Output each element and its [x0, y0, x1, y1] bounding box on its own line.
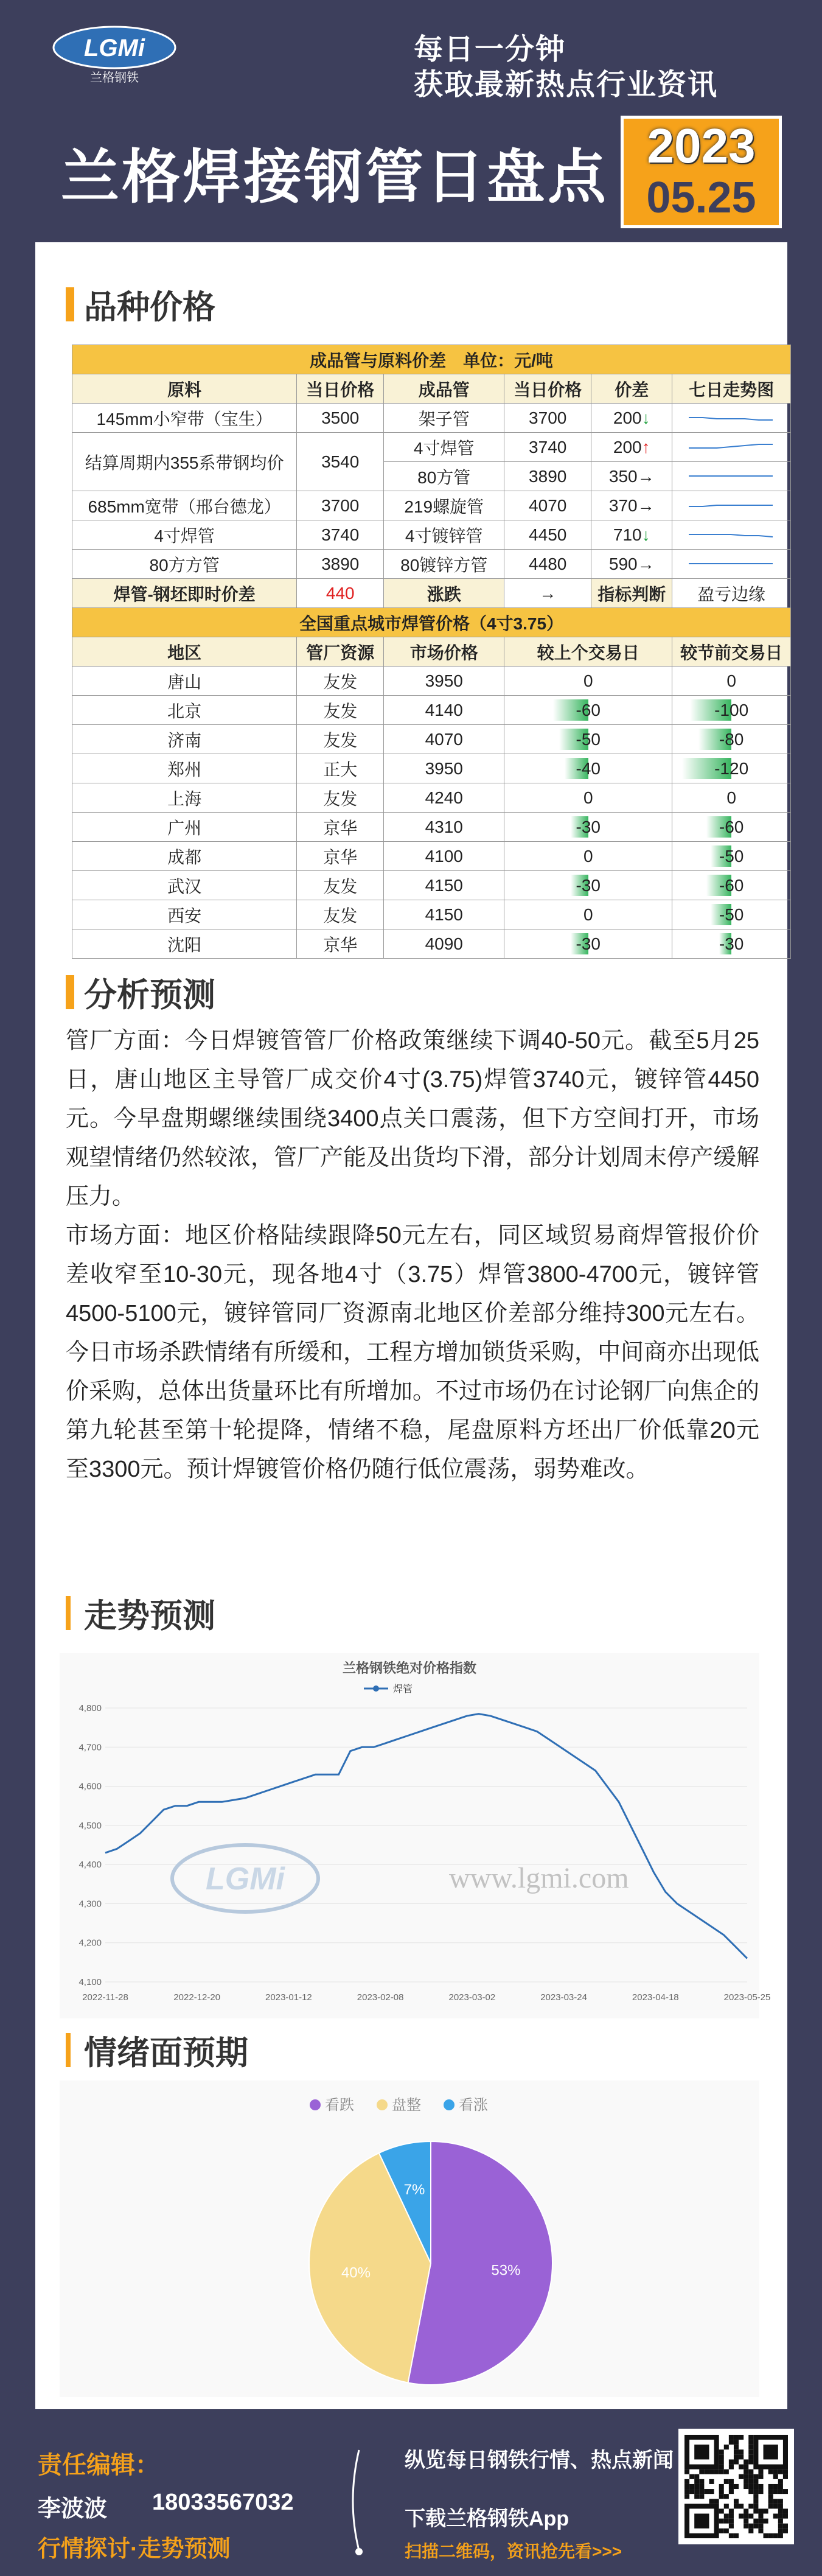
market-price: 4150 — [384, 871, 504, 900]
lgmi-logo — [47, 24, 181, 85]
sparkline — [686, 558, 777, 570]
section-marker — [66, 975, 74, 1009]
section-title-text: 走势预测 — [84, 1597, 215, 1634]
y-tick-label: 4,300 — [78, 1899, 102, 1909]
diff-value: 590 — [608, 554, 638, 573]
seven-day-trend — [672, 404, 791, 433]
trend-arrow-icon: → — [637, 554, 655, 573]
sparkline — [686, 528, 777, 541]
region: 成都 — [72, 842, 297, 871]
analysis-mill: 管厂方面：今日焊镀管管厂价格政策继续下调40-50元。截至5月25日，唐山地区主导管厂成交价4寸(3.75)焊管3740元，镀锌管4450元。今早盘期螺继续围绕3400点关口震荡，但下方空间打开，市场观望情绪仍然较浓，管厂产能及出货均下滑，部分计划周末停产缓解压力。 — [66, 1028, 760, 1209]
change-value: -50 — [719, 846, 744, 866]
y-tick-label: 4,600 — [78, 1781, 102, 1792]
mill-source: 京华 — [297, 813, 384, 842]
change-value: -100 — [714, 700, 749, 719]
change-bar-cell — [672, 871, 791, 900]
change-value: 0 — [583, 905, 593, 924]
change-value: -120 — [714, 758, 749, 778]
city-row — [72, 754, 791, 783]
editor-phone: 18033567032 — [152, 2490, 294, 2515]
slogan-line-2: 获取最新热点行业资讯 — [414, 69, 719, 101]
column-header: 当日价格 — [504, 374, 591, 404]
product-price: 4450 — [504, 520, 591, 550]
legend-marker — [310, 2099, 321, 2110]
diff-value: 200 — [613, 408, 642, 427]
change-value: -30 — [576, 875, 601, 895]
svg-text:兰格钢铁: 兰格钢铁 — [90, 70, 139, 85]
raw-price: 3700 — [297, 491, 384, 520]
city-table-title: 全国重点城市焊管价格（4寸3.75） — [72, 608, 791, 637]
table-header-row — [72, 374, 791, 404]
change-value: 0 — [583, 671, 593, 690]
y-tick-label: 4,100 — [78, 1977, 102, 1987]
legend-marker — [377, 2099, 388, 2110]
legend-label: 看涨 — [459, 2097, 488, 2113]
date-month-day: 05.25 — [646, 173, 756, 222]
indicator-value: 盈亏边缘 — [672, 579, 791, 608]
promo-app: 下载兰格钢铁App — [405, 2507, 569, 2530]
change-bar-cell — [504, 783, 672, 813]
change-value: -60 — [576, 700, 601, 719]
column-header: 市场价格 — [384, 637, 504, 667]
price-index-chart — [60, 1653, 771, 2018]
mill-source: 友发 — [297, 871, 384, 900]
region: 沈阳 — [72, 929, 297, 959]
analysis-market: 市场方面：地区价格陆续跟降50元左右，同区域贸易商焊管报价价差收窄至10-30元，现各地4寸（3.75）焊管3800-4700元，镀锌管4500-5100元，镀锌管同厂资源南北地区价差部分维持300元左右。今日市场杀跌情绪有所缓和，工程方增加锁货采购，中间商亦出现低价采购，总体出货量环比有所增加。不过市场仍在讨论钢厂向焦企的第九轮甚至第十轮提降，情绪不稳，尾盘原料方坯出厂价低靠20元至3300元。预计焊镀管价格仍随行低位震荡，弱势难改。 — [66, 1223, 760, 1482]
legend-label: 焊管 — [393, 1684, 413, 1695]
change-bar-cell — [672, 696, 791, 725]
column-header: 价差 — [591, 374, 672, 404]
column-header: 地区 — [72, 637, 297, 667]
promo-news: 纵览每日钢铁行情、热点新闻 — [405, 2449, 674, 2472]
table-row — [72, 433, 791, 462]
mill-source: 友发 — [297, 667, 384, 696]
indicator-label: 指标判断 — [591, 579, 672, 608]
city-row — [72, 667, 791, 696]
x-tick-label: 2023-02-08 — [357, 1992, 404, 2003]
x-tick-label: 2023-03-24 — [540, 1992, 587, 2003]
change-value: 0 — [726, 788, 736, 807]
legend-label: 看跌 — [325, 2097, 354, 2113]
raw-name: 4寸焊管 — [72, 520, 297, 550]
raw-price: 3500 — [297, 404, 384, 433]
table-row — [72, 491, 791, 520]
mill-source: 友发 — [297, 696, 384, 725]
product-name: 架子管 — [384, 404, 504, 433]
change-value: 0 — [583, 846, 593, 866]
svg-text:LGMi: LGMi — [84, 35, 145, 61]
x-tick-label: 2022-12-20 — [173, 1992, 221, 2003]
raw-price: 3540 — [297, 433, 384, 491]
market-price: 4100 — [384, 842, 504, 871]
change-bar-cell — [672, 667, 791, 696]
product-name: 219螺旋管 — [384, 491, 504, 520]
seven-day-trend — [672, 550, 791, 579]
divider-ornament — [341, 2447, 371, 2557]
city-row — [72, 929, 791, 959]
legend-marker — [444, 2099, 455, 2110]
change-bar-cell — [504, 667, 672, 696]
product-name: 4寸焊管 — [384, 433, 504, 462]
city-row — [72, 696, 791, 725]
watermark-logo-text: LGMi — [206, 1861, 285, 1897]
price-table — [72, 345, 791, 959]
section-title-text: 情绪面预期 — [84, 2034, 248, 2071]
change-value: -60 — [719, 875, 744, 895]
change-bar-cell — [504, 813, 672, 842]
column-header: 原料 — [72, 374, 297, 404]
column-header: 较节前交易日 — [672, 637, 791, 667]
product-name: 80方管 — [384, 462, 504, 491]
change-bar-cell — [504, 929, 672, 959]
seven-day-trend — [672, 433, 791, 462]
change-bar-cell — [504, 725, 672, 754]
change-value: -40 — [576, 758, 601, 778]
trend-arrow-icon: ↓ — [641, 408, 650, 427]
change-bar-cell — [672, 754, 791, 783]
product-price: 4070 — [504, 491, 591, 520]
region: 郑州 — [72, 754, 297, 783]
raw-price: 3890 — [297, 550, 384, 579]
diff-value: 350 — [608, 466, 638, 486]
column-header: 七日走势图 — [672, 374, 791, 404]
x-tick-label: 2023-05-25 — [723, 1992, 771, 2003]
change-value: -30 — [576, 817, 601, 836]
summary-row — [72, 579, 791, 608]
section-marker — [66, 287, 74, 321]
change-value: 0 — [726, 671, 736, 690]
trend-arrow-icon: ↑ — [641, 437, 650, 457]
promo-scan[interactable]: 扫描二维码，资讯抢先看>>> — [405, 2542, 622, 2561]
y-tick-label: 4,200 — [78, 1937, 102, 1948]
y-tick-label: 4,500 — [78, 1820, 102, 1831]
section-marker — [66, 2033, 71, 2067]
price-diff — [591, 520, 672, 550]
sparkline — [686, 411, 777, 424]
raw-name: 685mm宽带（邢台德龙） — [72, 491, 297, 520]
table-title-row — [72, 345, 791, 374]
section-title-analysis — [66, 974, 215, 1013]
market-price: 4070 — [384, 725, 504, 754]
price-diff — [591, 550, 672, 579]
price-diff — [591, 404, 672, 433]
product-price: 3700 — [504, 404, 591, 433]
city-row — [72, 783, 791, 813]
region: 济南 — [72, 725, 297, 754]
legend-label: 盘整 — [392, 2097, 421, 2113]
market-price: 3950 — [384, 754, 504, 783]
region: 武汉 — [72, 871, 297, 900]
city-header-row — [72, 637, 791, 667]
mill-source: 友发 — [297, 783, 384, 813]
market-price: 4310 — [384, 813, 504, 842]
section-title-price — [66, 286, 215, 326]
y-tick-label: 4,800 — [78, 1703, 102, 1713]
change-bar-cell — [672, 900, 791, 929]
diff-value: 370 — [608, 495, 638, 515]
raw-name: 80方方管 — [72, 550, 297, 579]
date-year: 2023 — [647, 119, 756, 173]
pie-label: 7% — [403, 2181, 425, 2198]
diff-value: 710 — [613, 525, 642, 544]
sparkline — [686, 499, 777, 511]
change-bar-cell — [672, 929, 791, 959]
y-tick-label: 4,400 — [78, 1860, 102, 1871]
change-value: -50 — [576, 729, 601, 749]
market-price: 4140 — [384, 696, 504, 725]
column-header: 当日价格 — [297, 374, 384, 404]
raw-name: 145mm小窄带（宝生） — [72, 404, 297, 433]
qr-code-icon[interactable] — [678, 2429, 794, 2557]
section-title-trend — [66, 1595, 215, 1634]
slogan-line-1: 每日一分钟 — [414, 33, 566, 66]
price-diff — [591, 462, 672, 491]
market-price: 4240 — [384, 783, 504, 813]
change-bar-cell — [672, 783, 791, 813]
pie-label: 53% — [491, 2262, 521, 2279]
spread-label: 焊管-钢坯即时价差 — [72, 579, 297, 608]
change-bar-cell — [504, 696, 672, 725]
footer-slogan: 行情探讨·走势预测 — [38, 2536, 231, 2562]
seven-day-trend — [672, 462, 791, 491]
column-header: 较上个交易日 — [504, 637, 672, 667]
product-price: 3890 — [504, 462, 591, 491]
page-title: 兰格焊接钢管日盘点 — [61, 145, 608, 210]
change-bar-cell — [504, 871, 672, 900]
trend-arrow-icon: → — [637, 466, 655, 486]
price-diff — [591, 433, 672, 462]
spread-value: 440 — [297, 579, 384, 608]
product-name: 80镀锌方管 — [384, 550, 504, 579]
change-bar-cell — [504, 842, 672, 871]
date-badge — [621, 116, 782, 228]
watermark-url: www.lgmi.com — [449, 1862, 629, 1894]
change-value: -30 — [719, 934, 744, 953]
x-tick-label: 2023-04-18 — [632, 1992, 679, 2003]
mill-source: 正大 — [297, 754, 384, 783]
change-bar-cell — [672, 842, 791, 871]
market-price: 4150 — [384, 900, 504, 929]
city-row — [72, 725, 791, 754]
change-value: -30 — [576, 934, 601, 953]
raw-name: 结算周期内355系带钢均价 — [72, 433, 297, 491]
seven-day-trend — [672, 491, 791, 520]
city-row — [72, 900, 791, 929]
table-row — [72, 404, 791, 433]
change-label: 涨跌 — [384, 579, 504, 608]
change-value: -60 — [719, 817, 744, 836]
sentiment-pie-chart — [60, 2081, 759, 2397]
table-row — [72, 520, 791, 550]
sparkline — [686, 470, 777, 482]
product-price: 4480 — [504, 550, 591, 579]
x-tick-label: 2023-03-02 — [448, 1992, 496, 2003]
x-tick-label: 2023-01-12 — [265, 1992, 312, 2003]
mill-source: 京华 — [297, 929, 384, 959]
region: 上海 — [72, 783, 297, 813]
mill-source: 友发 — [297, 900, 384, 929]
price-diff — [591, 491, 672, 520]
editor-name: 李波波 — [38, 2496, 108, 2522]
diff-value: 200 — [613, 437, 642, 457]
legend-marker — [373, 1685, 379, 1692]
pie-label: 40% — [341, 2264, 371, 2281]
header — [0, 0, 822, 240]
y-tick-label: 4,700 — [78, 1742, 102, 1753]
change-bar-cell — [504, 754, 672, 783]
city-row — [72, 871, 791, 900]
column-header: 管厂资源 — [297, 637, 384, 667]
change-bar-cell — [672, 725, 791, 754]
raw-price: 3740 — [297, 520, 384, 550]
column-header: 成品管 — [384, 374, 504, 404]
change-value: -80 — [719, 729, 744, 749]
trend-arrow-icon: ↓ — [641, 525, 650, 544]
footer — [0, 2410, 822, 2576]
section-title-text: 品种价格 — [84, 289, 215, 326]
change-bar-cell — [504, 900, 672, 929]
mill-source: 京华 — [297, 842, 384, 871]
trend-arrow-icon: → — [637, 495, 655, 515]
chart-title: 兰格钢铁绝对价格指数 — [342, 1661, 477, 1676]
region: 唐山 — [72, 667, 297, 696]
market-price: 3950 — [384, 667, 504, 696]
section-marker — [66, 1596, 71, 1630]
city-row — [72, 842, 791, 871]
seven-day-trend — [672, 520, 791, 550]
region: 广州 — [72, 813, 297, 842]
section-title-text: 分析预测 — [84, 976, 215, 1013]
x-tick-label: 2022-11-28 — [82, 1992, 128, 2003]
mill-source: 友发 — [297, 725, 384, 754]
table-title: 成品管与原料价差 单位：元/吨 — [72, 345, 791, 374]
content-card — [35, 242, 787, 2409]
editor-label: 责任编辑： — [38, 2452, 159, 2479]
product-price: 3740 — [504, 433, 591, 462]
change-value: → — [504, 579, 591, 608]
change-value: 0 — [583, 788, 593, 807]
change-value: -50 — [719, 905, 744, 924]
city-row — [72, 813, 791, 842]
city-title-row — [72, 608, 791, 637]
change-bar-cell — [672, 813, 791, 842]
section-title-sentiment — [66, 2032, 248, 2071]
table-row — [72, 550, 791, 579]
market-price: 4090 — [384, 929, 504, 959]
sparkline — [686, 441, 777, 453]
region: 西安 — [72, 900, 297, 929]
product-name: 4寸镀锌管 — [384, 520, 504, 550]
region: 北京 — [72, 696, 297, 725]
